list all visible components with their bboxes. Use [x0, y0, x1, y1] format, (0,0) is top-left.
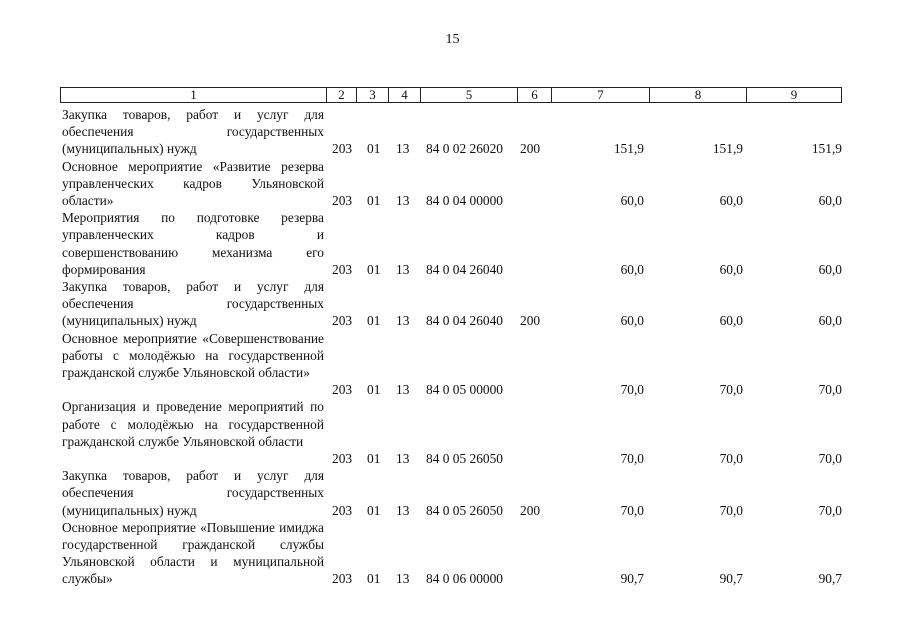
row-col-3: 01 — [367, 192, 381, 208]
row-col-7: 90,7 — [620, 571, 644, 587]
row-description: Закупка товаров, работ и услуг для обеспечения государственных (муниципальных) нужд — [62, 107, 324, 157]
row-col-8: 70,0 — [719, 450, 743, 466]
row-description: Организация и проведение мероприятий по работе с молодёжью на государственной гражданской службе Ульяновской области — [62, 399, 324, 449]
row-col-5: 84 0 04 26040 — [426, 313, 503, 329]
row-col-9: 90,7 — [818, 571, 842, 587]
row-col-4: 13 — [396, 141, 410, 157]
header-col-7: 7 — [551, 88, 649, 102]
row-col-9: 151,9 — [811, 141, 842, 157]
row-col-8: 90,7 — [719, 571, 743, 587]
header-col-1: 1 — [190, 87, 197, 102]
header-col-6: 6 — [517, 88, 551, 102]
row-col-3: 01 — [367, 502, 381, 518]
row-col-6: 200 — [520, 502, 541, 518]
row-col-4: 13 — [396, 382, 410, 398]
header-col-4: 4 — [388, 88, 420, 102]
row-description: Основное мероприятие «Повышение имиджа государственной гражданской службы Ульяновской области и муниципальной службы» — [62, 519, 324, 587]
row-col-8: 60,0 — [719, 261, 743, 277]
row-col-2: 203 — [332, 450, 353, 466]
row-col-7: 70,0 — [620, 450, 644, 466]
row-col-5: 84 0 05 26050 — [426, 450, 503, 466]
page-number: 15 — [445, 32, 460, 47]
row-col-3: 01 — [367, 313, 381, 329]
row-col-3: 01 — [367, 450, 381, 466]
row-description: Закупка товаров, работ и услуг для обеспечения государственных (муниципальных) нужд — [62, 279, 324, 329]
row-description: Закупка товаров, работ и услуг для обеспечения государственных (муниципальных) нужд — [62, 468, 324, 518]
row-col-8: 60,0 — [719, 313, 743, 329]
row-col-2: 203 — [332, 313, 353, 329]
row-col-9: 70,0 — [818, 450, 842, 466]
row-col-2: 203 — [332, 141, 353, 157]
row-col-2: 203 — [332, 192, 353, 208]
row-col-9: 60,0 — [818, 261, 842, 277]
row-col-2: 203 — [332, 571, 353, 587]
header-col-2: 2 — [326, 88, 356, 102]
row-col-7: 60,0 — [620, 261, 644, 277]
row-col-5: 84 0 02 26020 — [426, 141, 503, 157]
row-description: Мероприятия по подготовке резерва управленческих кадров и совершенствованию механизма его формирования — [62, 210, 324, 277]
row-col-4: 13 — [396, 313, 410, 329]
row-col-8: 70,0 — [719, 502, 743, 518]
header-col-9: 9 — [746, 88, 841, 102]
row-col-3: 01 — [367, 261, 381, 277]
row-col-4: 13 — [396, 502, 410, 518]
row-col-5: 84 0 06 00000 — [426, 571, 503, 587]
row-col-8: 151,9 — [712, 141, 743, 157]
row-col-2: 203 — [332, 261, 353, 277]
row-col-2: 203 — [332, 502, 353, 518]
row-col-7: 70,0 — [620, 502, 644, 518]
row-col-8: 70,0 — [719, 382, 743, 398]
row-col-7: 60,0 — [620, 192, 644, 208]
row-col-4: 13 — [396, 450, 410, 466]
row-col-5: 84 0 05 00000 — [426, 382, 503, 398]
row-col-7: 70,0 — [620, 382, 644, 398]
row-col-3: 01 — [367, 141, 381, 157]
row-col-6: 200 — [520, 141, 541, 157]
row-col-4: 13 — [396, 571, 410, 587]
row-col-3: 01 — [367, 571, 381, 587]
row-col-5: 84 0 04 26040 — [426, 261, 503, 277]
row-col-5: 84 0 04 00000 — [426, 192, 503, 208]
header-col-3: 3 — [356, 88, 388, 102]
row-col-4: 13 — [396, 192, 410, 208]
row-col-6: 200 — [520, 313, 541, 329]
row-col-3: 01 — [367, 382, 381, 398]
row-col-4: 13 — [396, 261, 410, 277]
table-header — [60, 87, 842, 103]
row-description: Основное мероприятие «Совершенствование работы с молодёжью на государственной гражданской службе Ульяновской области» — [62, 330, 324, 380]
row-col-9: 60,0 — [818, 313, 842, 329]
row-col-9: 70,0 — [818, 382, 842, 398]
row-description: Основное мероприятие «Развитие резерва управленческих кадров Ульяновской области» — [62, 158, 324, 208]
row-col-9: 60,0 — [818, 192, 842, 208]
row-col-8: 60,0 — [719, 192, 743, 208]
header-col-5: 5 — [420, 88, 517, 102]
row-col-9: 70,0 — [818, 502, 842, 518]
row-col-5: 84 0 05 26050 — [426, 502, 503, 518]
row-col-2: 203 — [332, 382, 353, 398]
row-col-7: 151,9 — [613, 141, 644, 157]
row-col-7: 60,0 — [620, 313, 644, 329]
header-col-8: 8 — [649, 88, 746, 102]
